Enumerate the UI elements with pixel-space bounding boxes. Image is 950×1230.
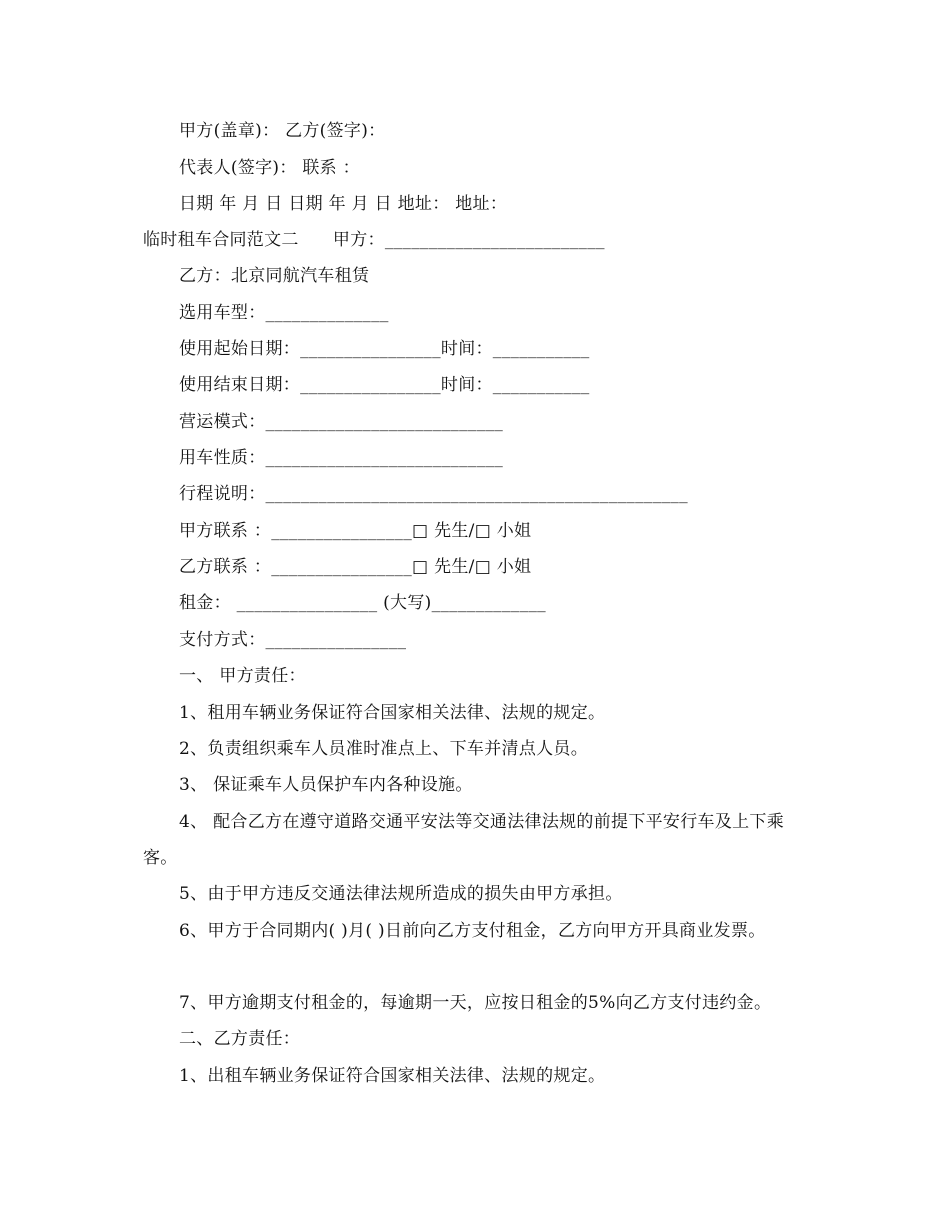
section-one-item: 5、由于甲方违反交通法律法规所造成的损失由甲方承担。	[179, 884, 623, 904]
party-b-line: 乙方：北京同航汽车租赁	[179, 266, 370, 286]
section-one-item: 2、负责组织乘车人员准时准点上、下车并清点人员。	[179, 739, 589, 759]
field-itinerary: 行程说明：________________________________________________	[179, 484, 688, 504]
field-end-date: 使用结束日期：________________时间：___________	[179, 375, 590, 395]
section-one-item: 4、 配合乙方在遵守道路交通平安法等交通法律法规的前提下平安行车及上下乘客。	[143, 812, 785, 868]
section-two-item: 1、出租车辆业务保证符合国家相关法律、法规的规定。	[179, 1066, 606, 1086]
field-payment-method: 支付方式：________________	[179, 630, 407, 650]
field-usage-nature: 用车性质：___________________________	[179, 448, 504, 468]
signature-line-parties: 甲方(盖章)： 乙方(签字)：	[179, 121, 386, 141]
field-rent: 租金： ________________ (大写)_____________	[179, 593, 546, 613]
field-operation-mode: 营运模式：___________________________	[179, 412, 504, 432]
section-two-heading: 二、乙方责任：	[179, 1029, 301, 1049]
field-party-a-contact: 甲方联系 ：________________□ 先生/□ 小姐	[179, 521, 532, 541]
section-one-item: 1、租用车辆业务保证符合国家相关法律、法规的规定。	[179, 703, 606, 723]
section-one-item: 7、甲方逾期支付租金的，每逾期一天，应按日租金的5%向乙方支付违约金。	[179, 993, 772, 1013]
field-start-date: 使用起始日期：________________时间：___________	[179, 339, 590, 359]
contract-title-line: 临时租车合同范文二 甲方：_________________________	[143, 230, 605, 250]
signature-line-dates: 日期 年 月 日 日期 年 月 日 地址： 地址：	[179, 194, 508, 214]
section-one-item: 3、 保证乘车人员保护车内各种设施。	[179, 775, 473, 795]
field-vehicle-type: 选用车型：______________	[179, 303, 389, 323]
section-one-heading: 一、 甲方责任：	[179, 666, 306, 686]
field-party-b-contact: 乙方联系 ：________________□ 先生/□ 小姐	[179, 557, 532, 577]
section-one-item: 6、甲方于合同期内( )月( )日前向乙方支付租金，乙方向甲方开具商业发票。	[179, 921, 766, 941]
signature-line-representative: 代表人(签字)： 联系 ：	[179, 158, 360, 178]
